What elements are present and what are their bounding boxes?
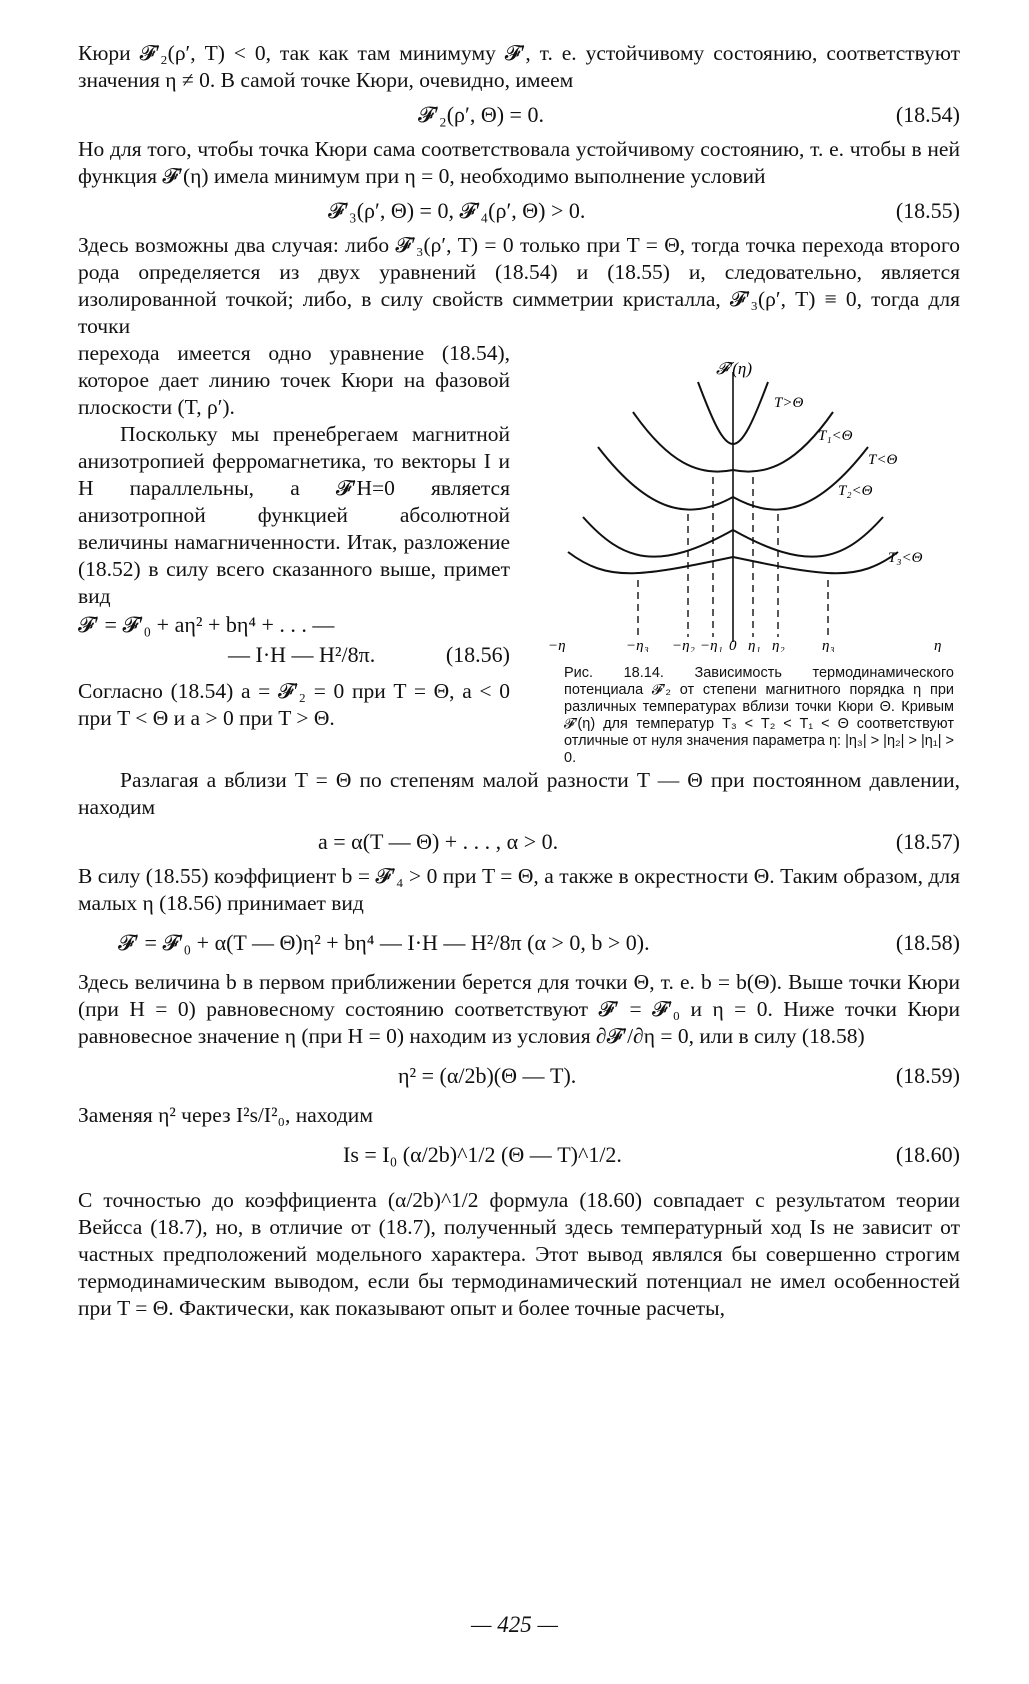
equation-18-57-formula: a = α(T — Θ) + . . . , α > 0. <box>318 829 559 854</box>
paragraph-1: Кюри 𝓕′₂(ρ′, T) < 0, так как там минимуму 𝓕′, т. е. устойчивому состоянию, соответствуют значения η ≠ 0. В самой точке Кюри, очевидно, имеем <box>78 41 960 92</box>
x-tick-neg-eta: −η <box>548 638 566 652</box>
label-t2: T₂<Θ <box>838 483 873 499</box>
paragraph-10: Заменяя η² через I²s/I²₀, находим <box>78 1103 373 1127</box>
paragraph-3: Здесь возможны два случая: либо 𝓕′₃(ρ′, T) = 0 только при T = Θ, тогда точка перехода второго рода определяется из двух уравнений (18.54) и (18.55) и, следовательно, является изолированной точкой; либо, в силу свойств симметрии кристалла, 𝓕′₃(ρ′, T) ≡ 0, тогда для точки <box>78 233 960 338</box>
paragraph-9: Здесь величина b в первом приближении берется для точки Θ, т. е. b = b(Θ). Выше точки Кюри (при H = 0) равновесному состоянию соответствуют 𝓕′ = 𝓕′₀ и η = 0. Ниже точки Кюри равновесное значение η (при H = 0) находим из условия ∂𝓕′/∂η = 0, или в силу (18.58) <box>78 970 960 1048</box>
x-tick-eta3: η₃ <box>822 638 835 652</box>
equation-18-58 <box>78 917 960 969</box>
x-tick-eta: η <box>934 638 942 652</box>
x-tick-zero: 0 <box>729 638 737 652</box>
x-tick-neg-eta1: −η₁ <box>700 638 723 652</box>
figure-section <box>78 340 960 767</box>
equation-18-55-formula: 𝓕′₃(ρ′, Θ) = 0, 𝓕′₄(ρ′, Θ) > 0. <box>328 198 586 223</box>
potential-curves-figure <box>538 352 958 652</box>
y-axis-label: 𝓕′(η) <box>716 359 753 378</box>
figure <box>538 340 958 767</box>
label-t-above: T>Θ <box>774 395 804 411</box>
equation-18-56 <box>78 610 510 670</box>
figure-caption: Рис. 18.14. Зависимость термодинамического потенциала 𝓕′₂ от степени магнитного порядка η при различных температурах вблизи точки Кюри Θ. Кривым 𝓕′(η) для температур T₃ < T₂ < T₁ < Θ соответствуют отличные от нуля значения параметра η: |η₃| > |η₂| > |η₁| > 0. <box>564 665 954 766</box>
x-tick-neg-eta2: −η₂ <box>672 638 695 652</box>
equation-18-56-line2: — I·H — H²/8π. <box>228 642 376 667</box>
equation-18-56-number: (18.56) <box>445 642 510 667</box>
label-t-below: T<Θ <box>868 452 898 468</box>
equation-18-59-number: (18.59) <box>895 1063 960 1088</box>
paragraph-6: Согласно (18.54) a = 𝓕′₂ = 0 при T = Θ, a < 0 при T < Θ и a > 0 при T > Θ. <box>78 679 510 730</box>
equation-18-55 <box>78 190 960 232</box>
label-t1: T₁<Θ <box>818 428 853 444</box>
equation-18-58-formula: 𝓕′ = 𝓕′₀ + α(T — Θ)η² + bη⁴ — I·H — H²/8π (α > 0, b > 0). <box>118 930 650 955</box>
paragraph-5: Поскольку мы пренебрегаем магнитной анизотропией ферромагнетика, то векторы I и H параллельны, а 𝓕′H=0 является анизотропной функцией абсолютной величины намагниченности. Итак, разложение (18.52) в силу всего сказанного выше, примет вид <box>78 422 510 608</box>
equation-18-54 <box>78 94 960 136</box>
paragraph-4: перехода имеется одно уравнение (18.54), которое дает линию точек Кюри на фазовой плоскости (T, ρ′). <box>78 341 510 419</box>
x-tick-eta2: η₂ <box>772 638 785 652</box>
x-tick-eta1: η₁ <box>748 638 761 652</box>
equation-18-57-number: (18.57) <box>895 829 960 854</box>
equation-18-56-line1: 𝓕′ = 𝓕′₀ + aη² + bη⁴ + . . . — <box>78 612 335 637</box>
equation-18-54-formula: 𝓕′₂(ρ′, Θ) = 0. <box>418 102 544 127</box>
equation-18-60 <box>78 1129 960 1181</box>
equation-18-59 <box>78 1050 960 1102</box>
label-t3: T₃<Θ <box>888 550 923 566</box>
left-column <box>78 340 510 767</box>
equation-18-54-number: (18.54) <box>895 102 960 127</box>
equation-18-55-number: (18.55) <box>895 198 960 223</box>
paragraph-2: Но для того, чтобы точка Кюри сама соответствовала устойчивому состоянию, т. е. чтобы в ней функция 𝓕′(η) имела минимум при η = 0, необходимо выполнение условий <box>78 137 960 188</box>
paragraph-7: Разлагая a вблизи T = Θ по степеням малой разности T — Θ при постоянном давлении, находим <box>78 768 960 819</box>
x-tick-neg-eta3: −η₃ <box>626 638 649 652</box>
page <box>78 40 960 1322</box>
equation-18-60-number: (18.60) <box>895 1142 960 1167</box>
equation-18-60-formula: Is = I₀ (α/2b)^1/2 (Θ — T)^1/2. <box>343 1142 622 1167</box>
equation-18-57 <box>78 821 960 863</box>
page-number: — 425 — <box>471 1612 558 1637</box>
equation-18-58-number: (18.58) <box>895 930 960 955</box>
paragraph-8: В силу (18.55) коэффициент b = 𝓕′₄ > 0 при T = Θ, а также в окрестности Θ. Таким образом, для малых η (18.56) принимает вид <box>78 864 960 915</box>
paragraph-11: С точностью до коэффициента (α/2b)^1/2 формула (18.60) совпадает с результатом теории Вейсса (18.7), но, в отличие от (18.7), полученный здесь температурный ход Is не зависит от частных предположений модельного характера. Этот вывод являлся бы совершенно строгим термодинамическим выводом, если бы термодинамический потенциал не имел особенностей при T = Θ. Фактически, как показывают опыт и более точные расчеты, <box>78 1188 960 1320</box>
equation-18-59-formula: η² = (α/2b)(Θ — T). <box>398 1063 577 1088</box>
x-tick-labels <box>548 638 941 652</box>
